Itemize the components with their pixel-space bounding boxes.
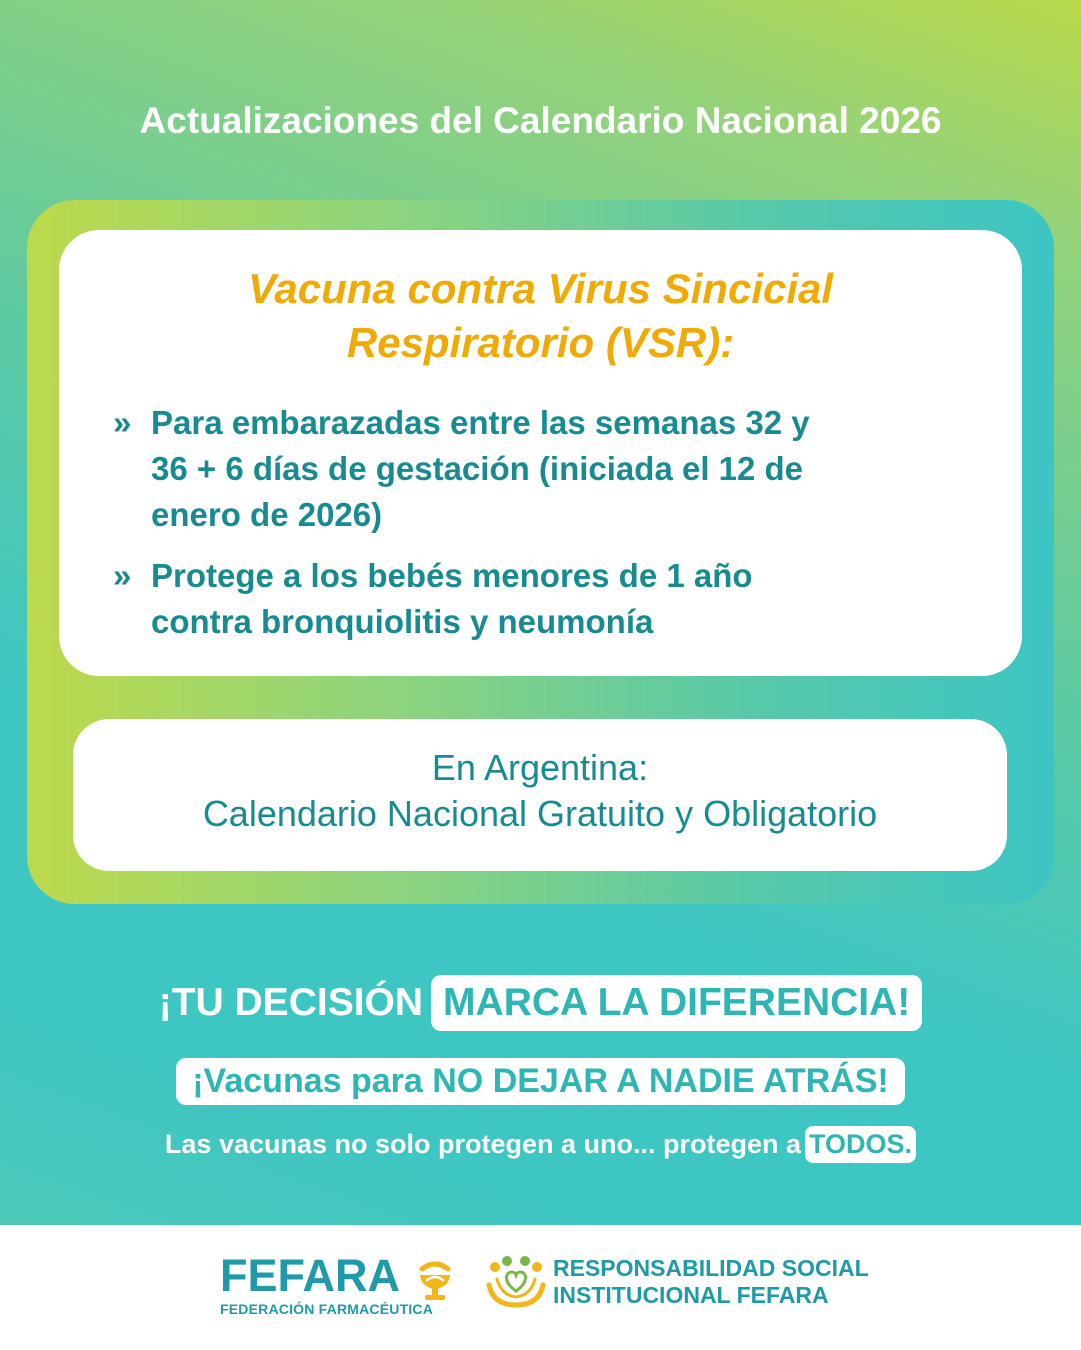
argentina-card — [73, 719, 1007, 871]
people-heart-hands-icon — [485, 1255, 547, 1311]
rsi-line-1: RESPONSABILIDAD SOCIAL — [553, 1255, 869, 1281]
slogan-decision-pill: MARCA LA DIFERENCIA! — [431, 975, 922, 1031]
bullet-text-line: contra bronquiolitis y neumonía — [151, 603, 654, 640]
slogan-vacunas-pill: ¡Vacunas para NO DEJAR A NADIE ATRÁS! — [176, 1058, 905, 1105]
page-title: Actualizaciones del Calendario Nacional 2026 — [139, 100, 942, 141]
slogan-todos — [0, 1126, 1081, 1163]
bullet-item — [113, 400, 993, 538]
fefara-logo — [220, 1250, 434, 1317]
bullet-item — [113, 553, 993, 645]
slogan-todos-pill: TODOS. — [805, 1126, 916, 1163]
bullet-list — [113, 400, 993, 660]
pharmacy-snake-cup-icon — [416, 1255, 454, 1303]
argentina-line-1: En Argentina: — [431, 747, 649, 788]
bullet-text-line: enero de 2026) — [151, 496, 383, 533]
vaccine-title-line-1: Vacuna contra Virus Sincicial — [247, 265, 834, 312]
bullet-text-line: Protege a los bebés menores de 1 año — [151, 557, 753, 594]
rsi-line-2: INSTITUCIONAL FEFARA — [553, 1282, 829, 1308]
vaccine-title — [59, 262, 1022, 370]
slogan-decision-white: ¡TU DECISIÓN — [158, 981, 424, 1024]
rsi-text — [553, 1255, 869, 1309]
footer — [0, 1225, 1081, 1350]
fefara-brand: FEFARA — [220, 1250, 400, 1301]
vaccine-title-line-2: Respiratorio (VSR): — [346, 319, 735, 366]
slogan-todos-white: Las vacunas no solo protegen a uno... protegen a — [164, 1129, 802, 1159]
bullet-text-line: Para embarazadas entre las semanas 32 y — [151, 404, 810, 441]
argentina-line-2: Calendario Nacional Gratuito y Obligatorio — [202, 793, 878, 834]
vaccine-card — [59, 230, 1022, 676]
slogan-decision — [0, 975, 1081, 1031]
slogan-vacunas — [0, 1058, 1081, 1105]
bullet-marker: » — [113, 557, 132, 594]
bullet-text-line: 36 + 6 días de gestación (iniciada el 12 de — [151, 450, 804, 487]
fefara-subtitle: FEDERACIÓN FARMACÉUTICA — [220, 1301, 434, 1317]
bullet-marker: » — [113, 404, 132, 441]
